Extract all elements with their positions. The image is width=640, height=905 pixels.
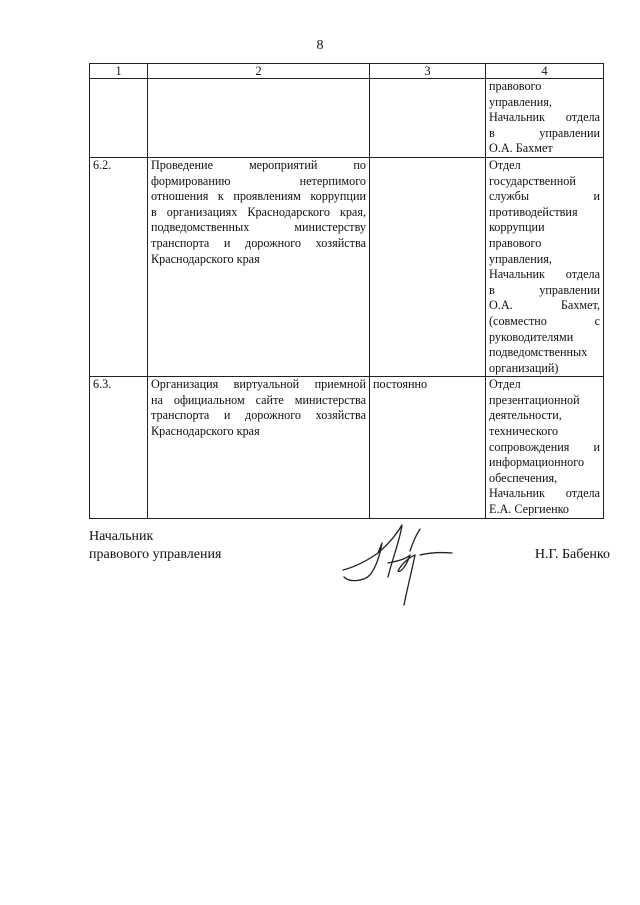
- responsible-line: Отдел: [489, 157, 521, 172]
- responsible-line: правового: [489, 79, 542, 93]
- activity-line: в организациях Краснодарского края,: [151, 204, 366, 219]
- responsible-line: службы и: [489, 189, 600, 204]
- plan-table: [89, 63, 604, 519]
- responsible-line: управления,: [489, 251, 552, 266]
- table-row: [90, 79, 604, 158]
- responsible-line: О.А. Бахмет,: [489, 298, 600, 313]
- responsible-line: управления,: [489, 94, 552, 109]
- column-header-1: 1: [90, 64, 148, 79]
- responsible-cell: [486, 157, 604, 376]
- term-cell: [370, 157, 486, 376]
- responsible-cell: [486, 79, 604, 158]
- column-header-2: 2: [148, 64, 370, 79]
- column-header-3: 3: [370, 64, 486, 79]
- responsible-line: Е.А. Сергиенко: [489, 502, 570, 517]
- activity-line: Проведение мероприятий по: [151, 157, 366, 172]
- responsible-line: руководителями: [489, 329, 574, 344]
- activity-line: Организация виртуальной приемной: [151, 377, 366, 392]
- handwritten-signature: [340, 515, 460, 610]
- responsible-line: деятельности,: [489, 408, 562, 423]
- activity-line: транспорта и дорожного хозяйства: [151, 235, 366, 250]
- responsible-line: организаций): [489, 360, 559, 375]
- responsible-line: обеспечения,: [489, 470, 558, 485]
- table-header-row: [90, 64, 604, 79]
- term-cell: постоянно: [370, 377, 486, 518]
- responsible-line: правового: [489, 235, 542, 250]
- responsible-line: (совместно с: [489, 313, 600, 328]
- row-number-cell: [90, 79, 148, 158]
- responsible-line: коррупции: [489, 220, 545, 235]
- responsible-line: в управлении: [489, 125, 600, 140]
- signatory-title-line-2: правового управления: [89, 547, 222, 562]
- column-header-4: 4: [486, 64, 604, 79]
- activity-cell: [148, 79, 370, 158]
- activity-line: подведомственных министерству: [151, 220, 366, 235]
- signatory-name: Н.Г. Бабенко: [534, 547, 610, 562]
- table-body: [90, 79, 604, 519]
- responsible-line: технического: [489, 424, 559, 439]
- responsible-line: Начальник отдела: [489, 486, 600, 501]
- activity-line: формированию нетерпимого: [151, 173, 366, 188]
- activity-cell: [148, 377, 370, 518]
- responsible-line: противодействия: [489, 204, 578, 219]
- table-row: [90, 377, 604, 518]
- responsible-line: государственной: [489, 173, 576, 188]
- row-number-cell: 6.2.: [90, 157, 148, 376]
- activity-line: Краснодарского края: [151, 424, 260, 439]
- responsible-line: Начальник отдела: [489, 110, 600, 125]
- activity-line: транспорта и дорожного хозяйства: [151, 408, 366, 423]
- page-number: 8: [316, 38, 324, 53]
- responsible-line: О.А. Бахмет: [489, 141, 553, 156]
- activity-line: отношения к проявлениям коррупции: [151, 189, 366, 204]
- row-number-cell: 6.3.: [90, 377, 148, 518]
- table-row: [90, 157, 604, 376]
- responsible-line: Отдел: [489, 377, 521, 392]
- signatory-title: [89, 528, 221, 564]
- responsible-line: Начальник отдела: [489, 267, 600, 282]
- responsible-line: в управлении: [489, 282, 600, 297]
- signatory-title-line-1: Начальник: [89, 529, 154, 544]
- responsible-line: подведомственных: [489, 345, 588, 360]
- activity-cell: [148, 157, 370, 376]
- term-cell: [370, 79, 486, 158]
- activity-line: на официальном сайте министерства: [151, 392, 366, 407]
- responsible-line: сопровождения и: [489, 439, 600, 454]
- responsible-cell: [486, 377, 604, 518]
- responsible-line: презентационной: [489, 392, 580, 407]
- activity-line: Краснодарского края: [151, 251, 260, 266]
- responsible-line: информационного: [489, 455, 585, 470]
